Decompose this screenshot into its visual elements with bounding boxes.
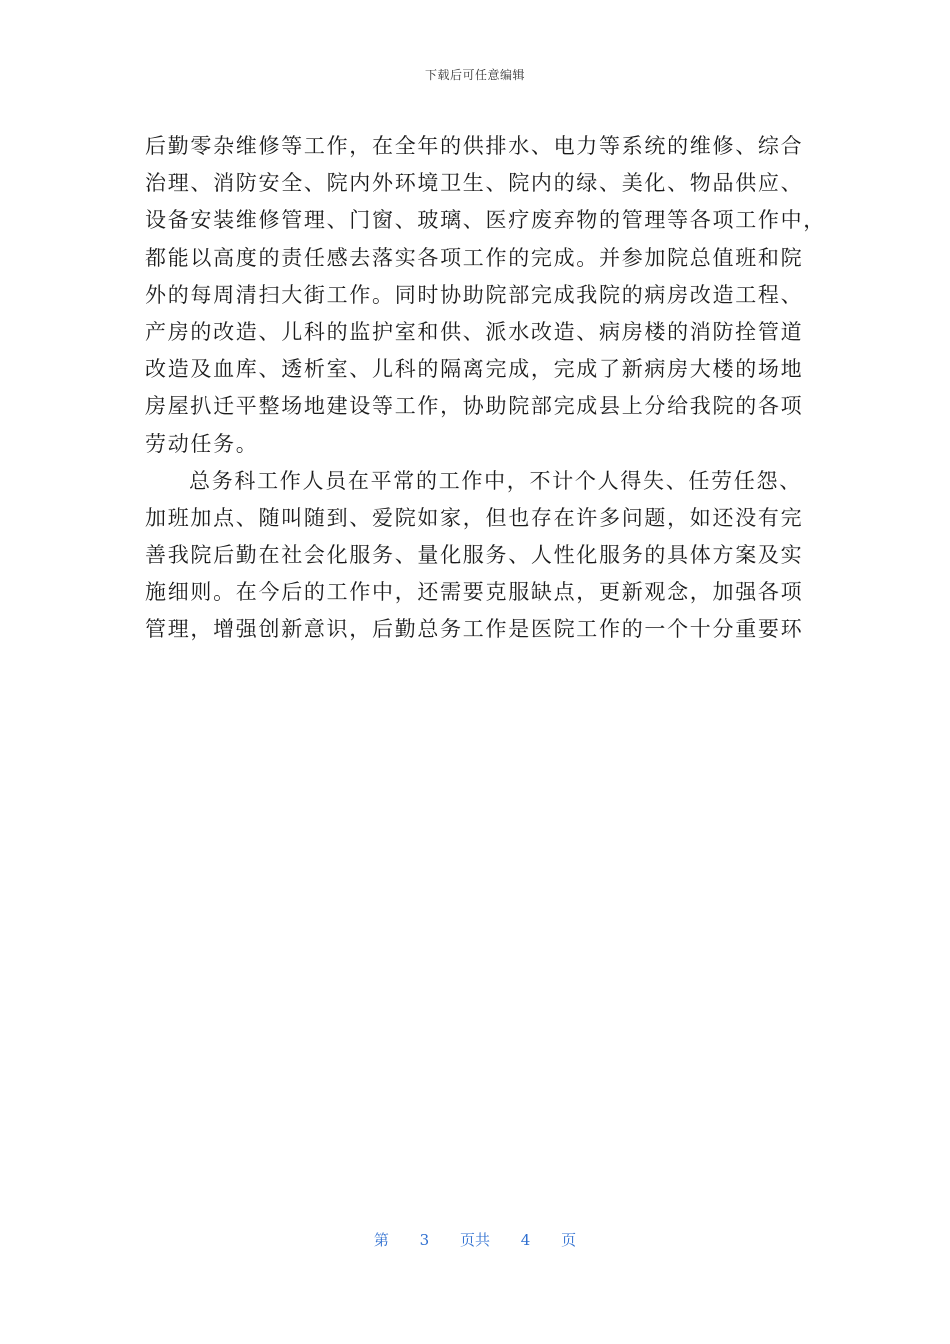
text-line: 劳动任务。	[145, 431, 259, 456]
text-line: 设备安装维修管理、门窗、玻璃、医疗废弃物的管理等各项工作中，	[145, 208, 826, 233]
header-note: 下载后可任意编辑	[424, 68, 525, 82]
footer-middle: 页共	[459, 1231, 490, 1249]
current-page-number: 3	[419, 1231, 430, 1249]
footer-prefix: 第	[373, 1231, 389, 1249]
page-footer	[0, 1229, 950, 1250]
text-line: 外的每周清扫大街工作。同时协助院部完成我院的病房改造工程、	[145, 282, 804, 307]
total-page-count: 4	[520, 1231, 531, 1249]
document-body	[145, 128, 826, 649]
text-line: 治理、消防安全、院内外环境卫生、院内的绿、美化、物品供应、	[145, 171, 804, 196]
text-line: 改造及血库、透析室、儿科的隔离完成，完成了新病房大楼的场地	[145, 357, 804, 382]
text-line: 施细则。在今后的工作中，还需要克服缺点，更新观念，加强各项	[145, 580, 804, 605]
text-line: 善我院后勤在社会化服务、量化服务、人性化服务的具体方案及实	[145, 543, 804, 568]
text-line: 加班加点、随叫随到、爱院如家，但也存在许多问题，如还没有完	[145, 505, 804, 530]
paragraph-start-line: 总务科工作人员在平常的工作中，不计个人得失、任劳任怨、	[189, 468, 802, 493]
text-line: 后勤零杂维修等工作，在全年的供排水、电力等系统的维修、综合	[145, 134, 804, 158]
text-line: 管理，增强创新意识，后勤总务工作是医院工作的一个十分重要环	[145, 617, 804, 642]
text-line: 产房的改造、儿科的监护室和供、派水改造、病房楼的消防拴管道	[145, 319, 804, 344]
footer-suffix: 页	[561, 1231, 577, 1249]
text-line: 都能以高度的责任感去落实各项工作的完成。并参加院总值班和院	[145, 245, 804, 270]
text-line: 房屋扒迁平整场地建设等工作，协助院部完成县上分给我院的各项	[145, 394, 804, 419]
